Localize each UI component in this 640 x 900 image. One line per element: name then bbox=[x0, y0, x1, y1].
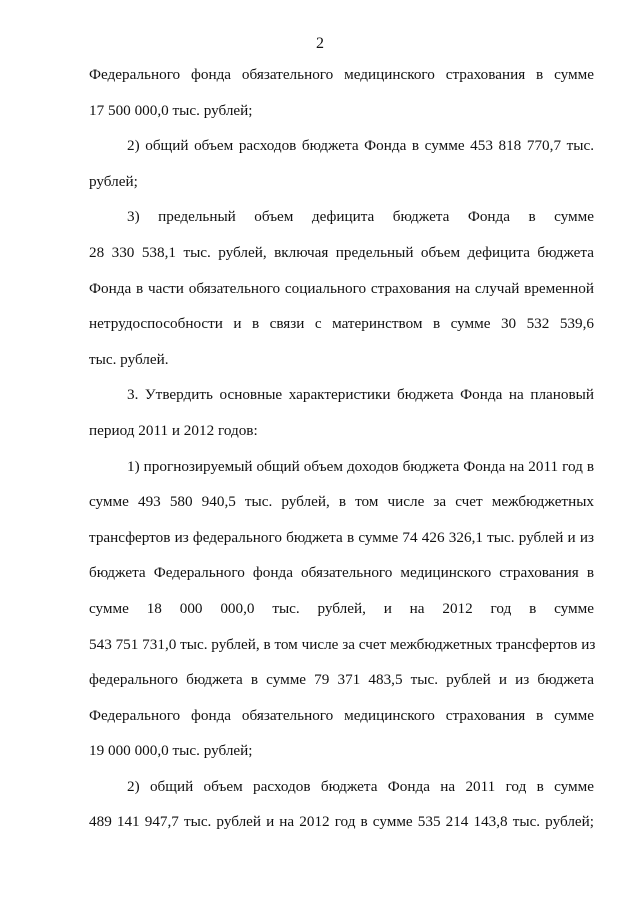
text-line: 489 141 947,7 тыс. рублей и на 2012 год в сумме 535 214 143,8 тыс. рублей; bbox=[89, 813, 594, 831]
text-line: нетрудоспособности и в связи с материнством в сумме 30 532 539,6 bbox=[89, 315, 594, 333]
text-line: Фонда в части обязательного социального страхования на случай временной bbox=[89, 279, 594, 297]
list-item-expenses-planned: 2) общий объем расходов бюджета Фонда на 2011 год в сумме bbox=[127, 777, 594, 795]
text-line: период 2011 и 2012 годов: bbox=[89, 421, 258, 439]
list-item-projected-income: 1) прогнозируемый общий объем доходов бюджета Фонда на 2011 год в bbox=[127, 457, 594, 475]
section-3-heading: 3. Утвердить основные характеристики бюджета Фонда на плановый bbox=[127, 386, 594, 404]
text-line: Федерального фонда обязательного медицинского страхования в сумме bbox=[89, 706, 594, 724]
document-body bbox=[89, 64, 594, 847]
text-line: 19 000 000,0 тыс. рублей; bbox=[89, 742, 253, 760]
text-line: сумме 493 580 940,5 тыс. рублей, в том числе за счет межбюджетных bbox=[89, 493, 594, 511]
text-line: 543 751 731,0 тыс. рублей, в том числе за счет межбюджетных трансфертов из bbox=[89, 635, 596, 653]
text-line: рублей; bbox=[89, 172, 138, 190]
text-line: сумме 18 000 000,0 тыс. рублей, и на 2012 год в сумме bbox=[89, 599, 594, 617]
list-item-expenses: 2) общий объем расходов бюджета Фонда в сумме 453 818 770,7 тыс. bbox=[127, 137, 594, 155]
text-line: 28 330 538,1 тыс. рублей, включая предельный объем дефицита бюджета bbox=[89, 243, 594, 261]
text-line: Федерального фонда обязательного медицинского страхования в сумме bbox=[89, 66, 594, 83]
text-line: трансфертов из федерального бюджета в сумме 74 426 326,1 тыс. рублей и из bbox=[89, 528, 594, 546]
list-item-deficit: 3) предельный объем дефицита бюджета Фонда в сумме bbox=[127, 208, 594, 226]
text-line: 17 500 000,0 тыс. рублей; bbox=[89, 101, 253, 119]
text-line: тыс. рублей. bbox=[89, 350, 169, 368]
page-number: 2 bbox=[316, 35, 324, 52]
text-line: бюджета Федерального фонда обязательного медицинского страхования в bbox=[89, 564, 594, 582]
text-line: федерального бюджета в сумме 79 371 483,5 тыс. рублей и из бюджета bbox=[89, 671, 594, 689]
